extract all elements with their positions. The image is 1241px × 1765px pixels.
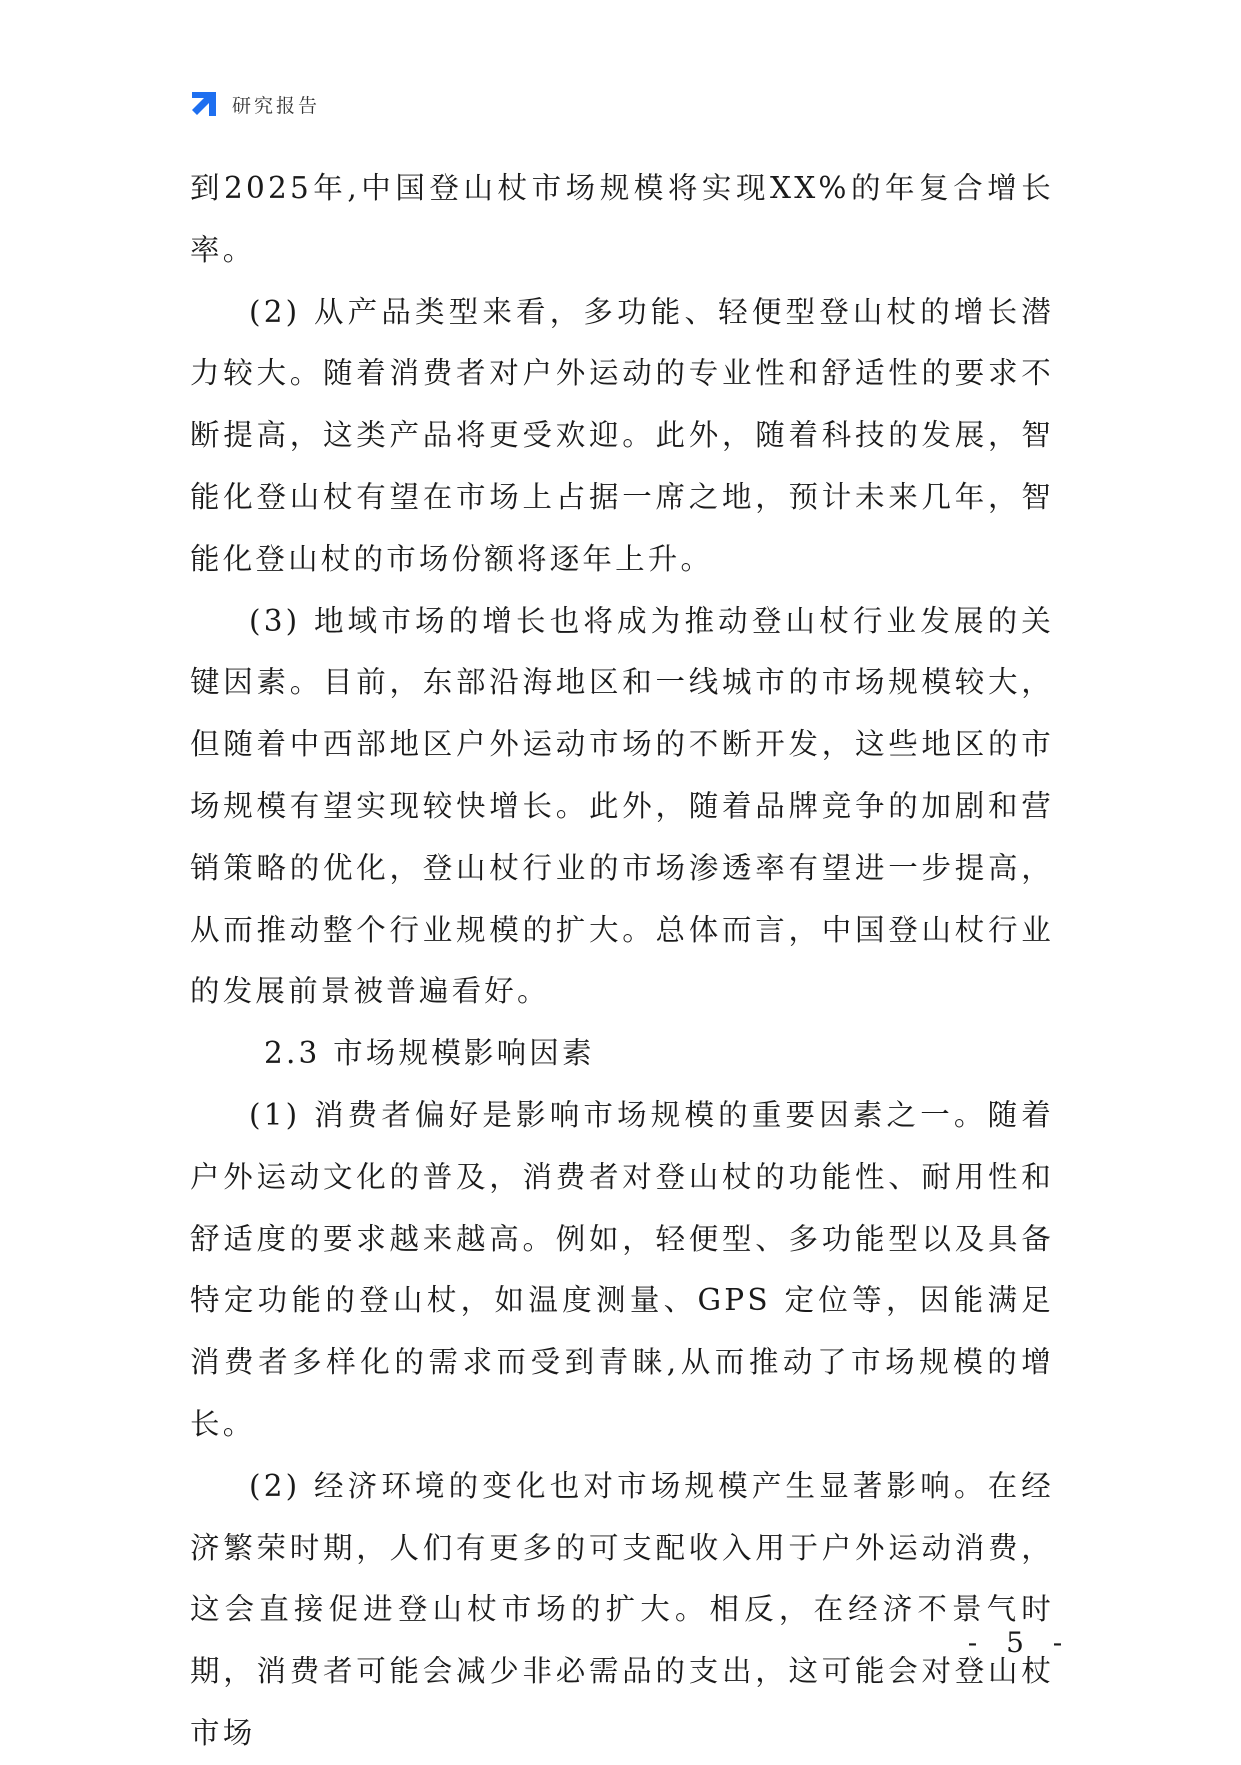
paragraph-regional-market: (3) 地域市场的增长也将成为推动登山杖行业发展的关键因素。目前，东部沿海地区和一线城市的市场规模较大，但随着中西部地区户外运动市场的不断开发，这些地区的市场规模有望实现较快增长。此外，随着品牌竞争的加剧和营销策略的优化，登山杖行业的市场渗透率有望进一步提高，从而推动整个行业规模的扩大。总体而言，中国登山杖行业的发展前景被普遍看好。 bbox=[190, 603, 1054, 1009]
report-header bbox=[188, 86, 320, 122]
header-title: 研究报告 bbox=[232, 94, 321, 117]
document-body bbox=[190, 158, 1054, 1765]
paragraph-product-type: (2) 从产品类型来看，多功能、轻便型登山杖的增长潜力较大。随着消费者对户外运动的专业性和舒适性的要求不断提高，这类产品将更受欢迎。此外，随着科技的发展，智能化登山杖有望在市场上占据一席之地，预计未来几年，智能化登山杖的市场份额将逐年上升。 bbox=[190, 294, 1054, 576]
page-number: - 5 - bbox=[967, 1626, 1073, 1659]
paragraph-continued: 到2025年,中国登山杖市场规模将实现XX%的年复合增长率。 bbox=[190, 171, 1054, 267]
diagonal-arrow-icon bbox=[188, 88, 220, 120]
paragraph-consumer-preference: (1) 消费者偏好是影响市场规模的重要因素之一。随着户外运动文化的普及，消费者对登山杖的功能性、耐用性和舒适度的要求越来越高。例如，轻便型、多功能型以及具备特定功能的登山杖，如温度测量、GPS 定位等，因能满足消费者多样化的需求而受到青睐,从而推动了市场规模的增长。 bbox=[190, 1097, 1054, 1441]
section-heading: 2.3 市场规模影响因素 bbox=[264, 1036, 595, 1071]
paragraph-economic-environment: (2) 经济环境的变化也对市场规模产生显著影响。在经济繁荣时期，人们有更多的可支配收入用于户外运动消费，这会直接促进登山杖市场的扩大。相反，在经济不景气时期，消费者可能会减少非必需品的支出，这可能会对登山杖市场 bbox=[190, 1468, 1054, 1750]
